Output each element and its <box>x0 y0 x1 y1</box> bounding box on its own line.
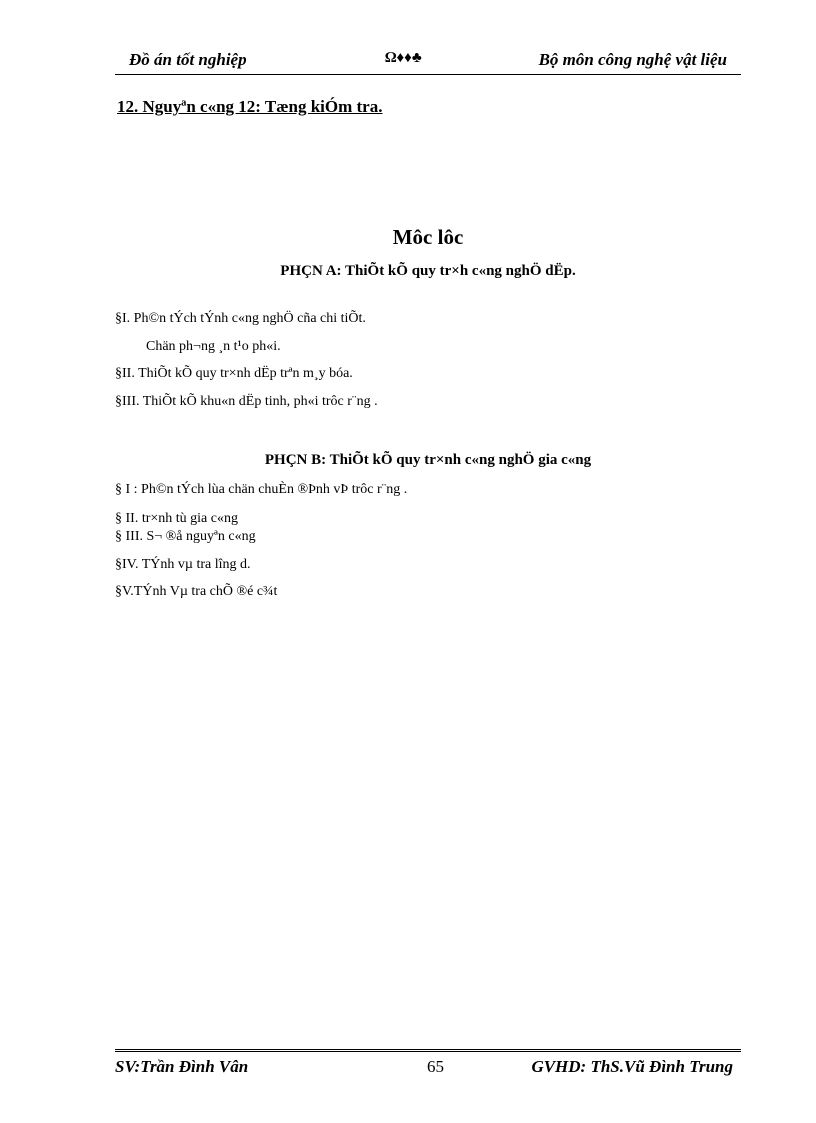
toc-item: §I. Ph©n tÝch tÝnh c«ng nghÖ cña chi tiÕt. <box>115 311 366 326</box>
page-footer <box>115 1049 741 1082</box>
header-right-title: Bộ môn công nghệ vật liệu <box>538 50 727 69</box>
toc-item: § III. S¬ ®å nguyªn c«ng <box>115 529 256 544</box>
toc-item: § I : Ph©n tÝch lùa chän chuÈn ®Þnh vÞ trôc r¨ng . <box>115 482 408 497</box>
header-left-title: Đồ án tốt nghiệp <box>129 50 247 69</box>
footer-student: SV:Trần Đình Vân <box>115 1057 249 1076</box>
header-ornament: Ω♦♦♣ <box>385 50 422 66</box>
section-title: 12. Nguyªn c«ng 12: Tæng kiÓm tra. <box>117 97 383 116</box>
toc-item: Chän ph¬ng ¸n t¹o ph«i. <box>146 339 281 354</box>
toc-item: §V.TÝnh Vµ tra chÕ ®é c¾t <box>115 584 278 599</box>
toc-item: §IV. TÝnh vµ tra lîng d. <box>115 557 251 572</box>
toc-title: Môc lôc <box>392 225 464 249</box>
toc-item: § II. tr×nh tù gia c«ng <box>115 511 238 526</box>
footer-supervisor: GVHD: ThS.Vũ Đình Trung <box>531 1057 733 1076</box>
page-number: 65 <box>427 1057 444 1076</box>
toc-item: §II. ThiÕt kÕ quy tr×nh dËp trªn m¸y bóa. <box>115 366 353 381</box>
page-header <box>115 48 741 75</box>
toc-item: §III. ThiÕt kÕ khu«n dËp tinh, ph«i trôc r¨ng . <box>115 394 378 409</box>
part-b-title: PHÇN B: ThiÕt kÕ quy tr×nh c«ng nghÖ gia c«ng <box>264 452 592 468</box>
part-a-title: PHÇN A: ThiÕt kÕ quy tr×h c«ng nghÖ dËp. <box>280 263 576 279</box>
